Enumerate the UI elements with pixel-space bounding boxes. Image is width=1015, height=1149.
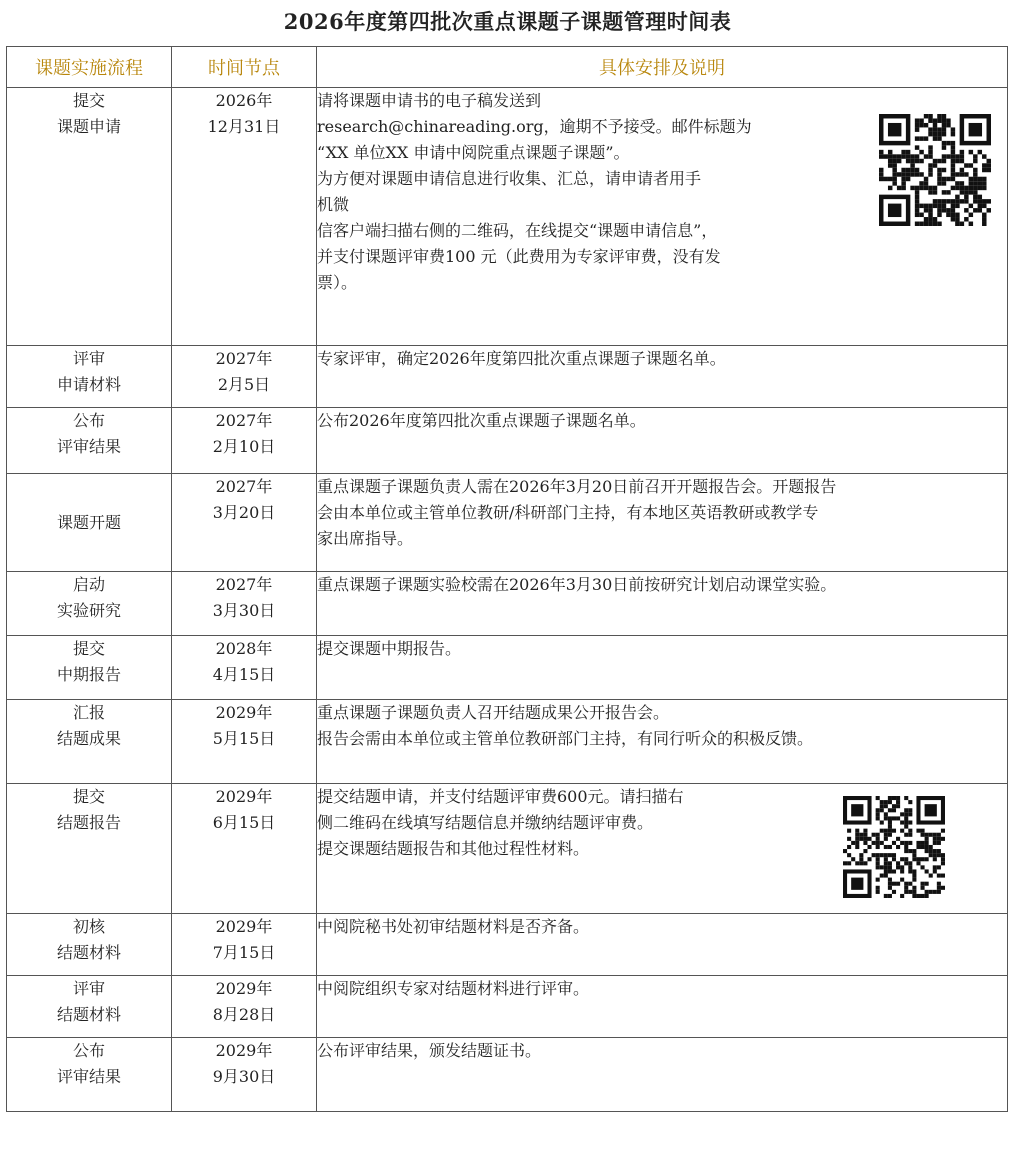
stage-cell: 公布 评审结果	[7, 408, 172, 474]
desc-cell: 提交结题申请，并支付结题评审费600元。请扫描右 侧二维码在线填写结题信息并缴纳结题评审费。 提交课题结题报告和其他过程性材料。	[317, 784, 1008, 914]
date-cell: 2029年 9月30日	[172, 1038, 317, 1112]
date-cell: 2028年 4月15日	[172, 636, 317, 700]
table-row	[7, 636, 1008, 700]
desc-cell: 中阅院秘书处初审结题材料是否齐备。	[317, 914, 1008, 976]
stage-cell: 汇报 结题成果	[7, 700, 172, 784]
table-header-row	[7, 47, 1008, 88]
date-cell: 2029年 5月15日	[172, 700, 317, 784]
qr-code-icon[interactable]	[843, 796, 945, 898]
desc-cell: 请将课题申请书的电子稿发送到 research@chinareading.org，逾期不予接受。邮件标题为 “XX 单位XX 申请中阅院重点课题子课题”。 为方便对课题申请信息进行收集、汇总，请申请者用手 机微 信客户端扫描右侧的二维码，在线提交“课题申请信息”， 并支付课题评审费100 元（此费用为专家评审费，没有发 票）。	[317, 88, 1008, 346]
desc-cell: 公布评审结果，颁发结题证书。	[317, 1038, 1008, 1112]
stage-cell: 公布 评审结果	[7, 1038, 172, 1112]
date-cell: 2027年 2月5日	[172, 346, 317, 408]
date-cell: 2029年 8月28日	[172, 976, 317, 1038]
stage-cell: 评审 结题材料	[7, 976, 172, 1038]
stage-cell: 启动 实验研究	[7, 572, 172, 636]
table-row	[7, 88, 1008, 346]
stage-cell: 提交 结题报告	[7, 784, 172, 914]
stage-cell: 初核 结题材料	[7, 914, 172, 976]
table-row	[7, 976, 1008, 1038]
desc-cell: 重点课题子课题实验校需在2026年3月30日前按研究计划启动课堂实验。	[317, 572, 1008, 636]
schedule-table	[6, 46, 1008, 1112]
header-date: 时间节点	[172, 47, 317, 88]
table-row	[7, 572, 1008, 636]
date-cell: 2027年 3月20日	[172, 474, 317, 572]
stage-cell: 提交 课题申请	[7, 88, 172, 346]
qr-code-icon[interactable]	[879, 114, 991, 226]
date-cell: 2027年 2月10日	[172, 408, 317, 474]
date-cell: 2029年 7月15日	[172, 914, 317, 976]
desc-cell: 提交课题中期报告。	[317, 636, 1008, 700]
header-stage: 课题实施流程	[7, 47, 172, 88]
desc-cell: 重点课题子课题负责人召开结题成果公开报告会。 报告会需由本单位或主管单位教研部门主持，有同行听众的积极反馈。	[317, 700, 1008, 784]
table-row	[7, 474, 1008, 572]
page-title: 2026年度第四批次重点课题子课题管理时间表	[283, 9, 732, 34]
qr-code-2	[843, 796, 945, 898]
desc-cell: 公布2026年度第四批次重点课题子课题名单。	[317, 408, 1008, 474]
desc-cell: 重点课题子课题负责人需在2026年3月20日前召开开题报告会。开题报告 会由本单位或主管单位教研/科研部门主持，有本地区英语教研或教学专 家出席指导。	[317, 474, 1008, 572]
stage-cell: 提交 中期报告	[7, 636, 172, 700]
table-row	[7, 346, 1008, 408]
table-row	[7, 914, 1008, 976]
date-cell: 2027年 3月30日	[172, 572, 317, 636]
qr-code-1	[879, 114, 991, 226]
date-cell: 2026年 12月31日	[172, 88, 317, 346]
stage-cell: 课题开题	[7, 474, 172, 572]
desc-cell: 专家评审，确定2026年度第四批次重点课题子课题名单。	[317, 346, 1008, 408]
table-row	[7, 1038, 1008, 1112]
desc-cell: 中阅院组织专家对结题材料进行评审。	[317, 976, 1008, 1038]
header-desc: 具体安排及说明	[317, 47, 1008, 88]
table-row	[7, 408, 1008, 474]
table-row	[7, 700, 1008, 784]
table-row	[7, 784, 1008, 914]
date-cell: 2029年 6月15日	[172, 784, 317, 914]
stage-cell: 评审 申请材料	[7, 346, 172, 408]
